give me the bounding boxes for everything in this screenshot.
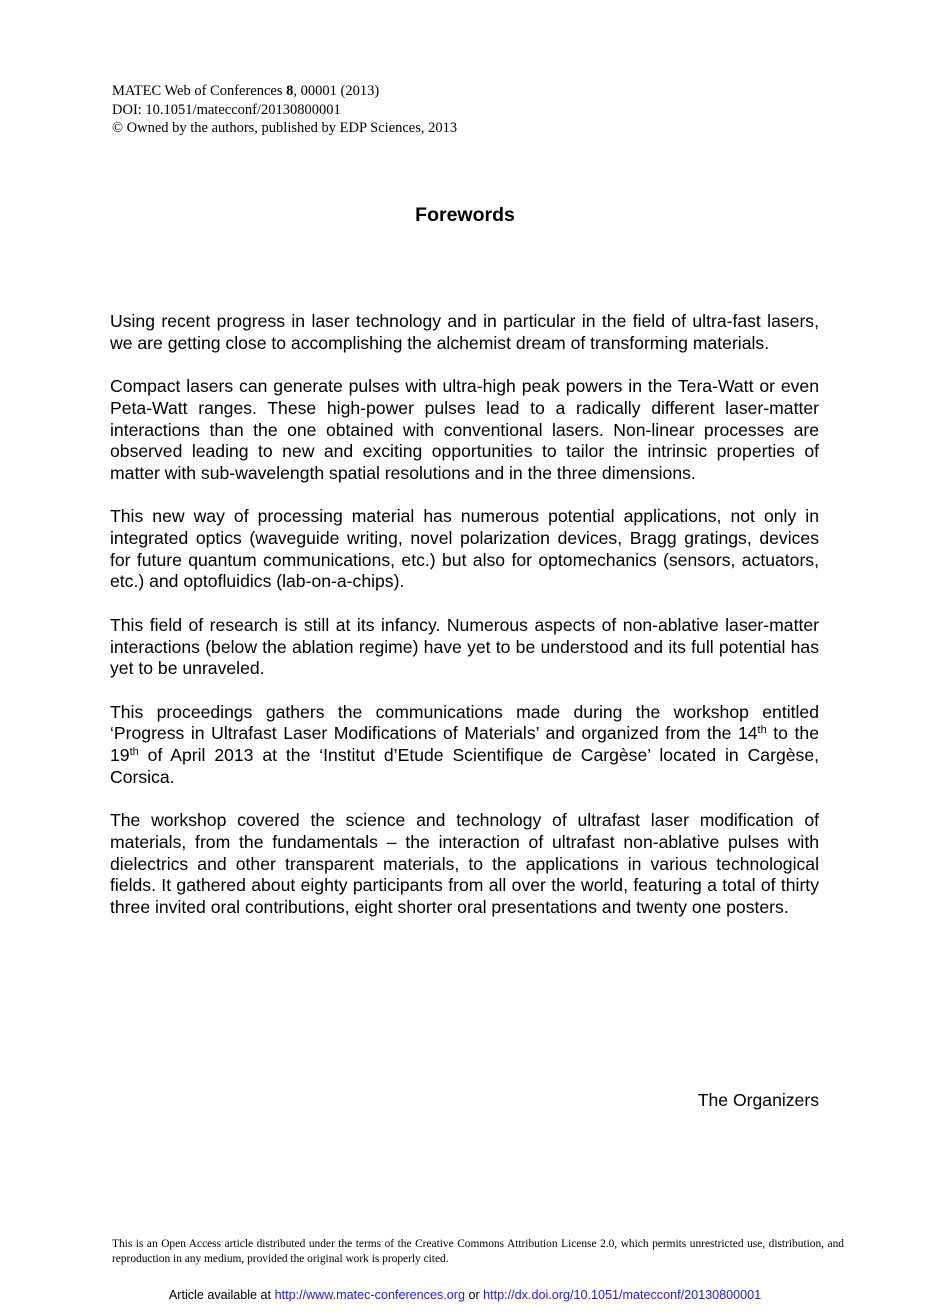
signature: The Organizers <box>697 1090 819 1110</box>
paragraph-5-text-1: This proceedings gathers the communications made during the workshop entitled ‘Progress in Ultrafast Laser Modifications of Materials’ and organized from the 14 <box>110 701 819 744</box>
availability-prefix: Article available at <box>168 1288 275 1302</box>
citation-header <box>112 82 457 138</box>
paragraph-5-text-3: of April 2013 at the ‘Institut d’Etude Scientifique de Cargèse’ located in Cargèse, Corsica. <box>110 745 819 787</box>
paragraph-4: This field of research is still at its infancy. Numerous aspects of non-ablative laser-matter interactions (below the ablation regime) have yet to be understood and its full potential has yet to be unraveled. <box>110 614 819 679</box>
journal-line <box>112 82 457 101</box>
ordinal-suffix: th <box>757 724 767 737</box>
journal-volume: 8 <box>286 83 294 99</box>
doi-line: DOI: 10.1051/matecconf/20130800001 <box>112 101 341 118</box>
license-notice: This is an Open Access article distributed under the terms of the Creative Commons Attribution License 2.0, which permits unrestricted use, distribution, and reproduction in any medium, provided the original work is properly cited. <box>112 1238 844 1265</box>
foreword-body <box>110 311 819 940</box>
journal-name: MATEC Web of Conferences <box>112 83 287 99</box>
doi-link[interactable]: http://dx.doi.org/10.1051/matecconf/20130800001 <box>483 1288 762 1302</box>
paragraph-5-text-2: to the 19 <box>110 723 819 765</box>
article-availability <box>0 1288 930 1302</box>
paragraph-1: Using recent progress in laser technology and in particular in the field of ultra-fast lasers, we are getting close to accomplishing the alchemist dream of transforming materials. <box>110 311 819 353</box>
availability-middle: or <box>464 1288 484 1302</box>
matec-link[interactable]: http://www.matec-conferences.org <box>274 1288 465 1302</box>
paragraph-3: This new way of processing material has numerous potential applications, not only in integrated optics (waveguide writing, novel polarization devices, Bragg gratings, devices for future quantum communications, etc.) but also for optomechanics (sensors, actuators, etc.) and optofluidics (lab-on-a-chips). <box>110 506 819 592</box>
paragraph-2: Compact lasers can generate pulses with ultra-high peak powers in the Tera-Watt or even Peta-Watt ranges. These high-power pulses lead to a radically different laser-matter interactions than the one obtained with conventional lasers. Non-linear processes are observed leading to new and exciting opportunities to tailor the intrinsic properties of matter with sub-wavelength spatial resolutions and in the three dimensions. <box>110 376 819 483</box>
paragraph-5 <box>110 702 819 789</box>
page-title: Forewords <box>415 204 515 226</box>
article-number: , 00001 (2013) <box>293 83 380 99</box>
paragraph-6: The workshop covered the science and technology of ultrafast laser modification of materials, from the fundamentals – the interaction of ultrafast non-ablative pulses with dielectrics and other transparent materials, to the applications in various technological fields. It gathered about eighty participants from all over the world, featuring a total of thirty three invited oral contributions, eight shorter oral presentations and twenty one posters. <box>110 810 819 917</box>
copyright-line: © Owned by the authors, published by EDP Sciences, 2013 <box>112 120 458 136</box>
ordinal-suffix: th <box>129 746 139 759</box>
